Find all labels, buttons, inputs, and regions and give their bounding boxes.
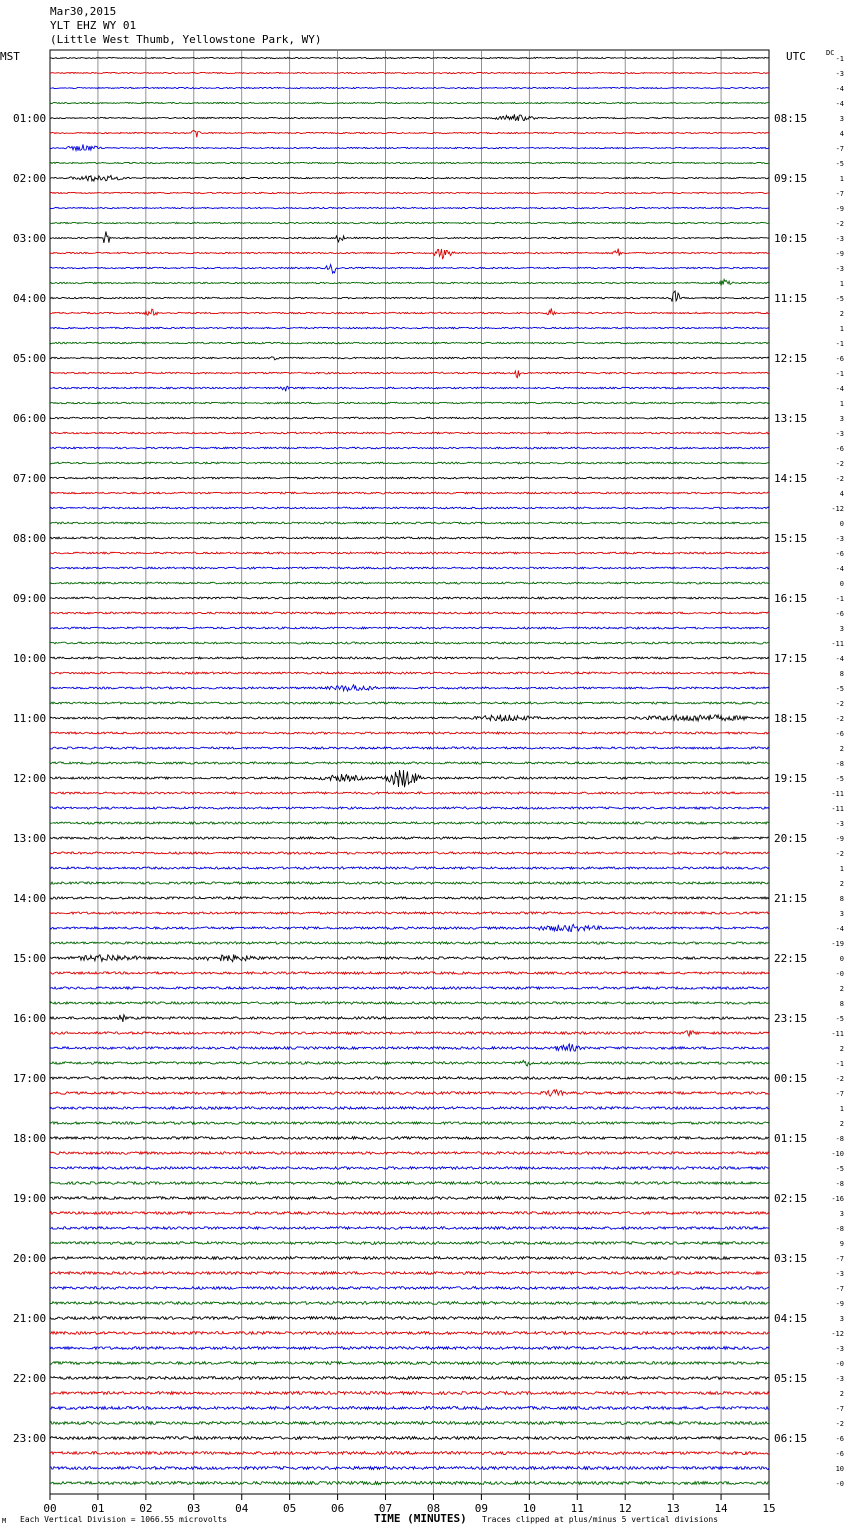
dc-offset-label: -3: [835, 265, 844, 273]
dc-offset-label: -11: [831, 640, 844, 648]
x-tick-label: 01: [91, 1502, 105, 1515]
dc-offset-label: -3: [835, 535, 844, 543]
seismic-trace: [50, 1060, 769, 1066]
mst-hour-label: 03:00: [13, 232, 47, 245]
seismic-trace: [50, 1482, 769, 1485]
footer-mark: M: [2, 1517, 7, 1525]
seismic-trace: [50, 1167, 769, 1170]
seismic-trace: [50, 1197, 769, 1200]
seismic-trace: [50, 552, 769, 554]
seismic-trace: [50, 402, 769, 404]
seismic-trace: [50, 1030, 769, 1036]
seismic-trace: [50, 192, 769, 193]
utc-hour-label: 00:15: [774, 1072, 808, 1085]
dc-offset-label: -2: [835, 715, 844, 723]
dc-offset-label: -3: [835, 235, 844, 243]
seismic-trace: [50, 1227, 769, 1230]
seismic-trace: [50, 1107, 769, 1110]
dc-offset-label: -4: [835, 100, 844, 108]
dc-offset-label: 3: [839, 1210, 844, 1218]
seismic-trace: [50, 447, 769, 449]
utc-hour-label: 22:15: [774, 952, 808, 965]
mst-hour-label: 01:00: [13, 112, 47, 125]
utc-hour-label: 04:15: [774, 1312, 808, 1325]
seismic-trace: [50, 597, 769, 599]
dc-offset-label: -1: [835, 55, 844, 63]
seismic-trace: [50, 114, 769, 121]
dc-offset-label: -12: [831, 1330, 844, 1338]
dc-offset-label: -3: [835, 1270, 844, 1278]
mst-hour-label: 18:00: [13, 1132, 47, 1145]
dc-offset-label: -2: [835, 1075, 844, 1083]
dc-offset-label: 2: [839, 880, 844, 888]
seismic-trace: [50, 130, 769, 137]
seismic-trace: [50, 1452, 769, 1455]
seismic-trace: [50, 1287, 769, 1290]
x-axis-title: TIME (MINUTES): [374, 1512, 467, 1525]
seismic-trace: [50, 207, 769, 208]
seismic-trace: [50, 342, 769, 344]
x-tick-label: 06: [330, 1502, 345, 1515]
dc-offset-label: -7: [835, 190, 844, 198]
mst-hour-label: 06:00: [13, 412, 47, 425]
seismic-trace: [50, 1362, 769, 1365]
seismic-trace: [50, 1302, 769, 1305]
utc-hour-label: 21:15: [774, 892, 808, 905]
dc-offset-label: -11: [831, 790, 844, 798]
dc-offset-label: -9: [835, 205, 844, 213]
seismic-trace: [50, 162, 769, 163]
seismic-trace: [50, 249, 769, 259]
utc-hour-label: 09:15: [774, 172, 808, 185]
dc-offset-label: -6: [835, 355, 844, 363]
utc-hour-label: 19:15: [774, 772, 808, 785]
seismic-trace: [50, 102, 769, 103]
dc-offset-label: 2: [839, 1390, 844, 1398]
utc-hour-label: 03:15: [774, 1252, 808, 1265]
seismic-trace: [50, 867, 769, 869]
x-tick-label: 09: [474, 1502, 489, 1515]
plot-frame: [50, 50, 769, 1494]
seismic-trace: [50, 1212, 769, 1215]
mst-hour-label: 10:00: [13, 652, 47, 665]
seismic-trace: [50, 432, 769, 434]
seismic-trace: [50, 1077, 769, 1079]
mst-hour-label: 02:00: [13, 172, 47, 185]
dc-offset-label: -2: [835, 475, 844, 483]
seismic-trace: [50, 924, 769, 931]
dc-offset-label: 4: [839, 130, 844, 138]
seismic-trace: [50, 386, 769, 391]
dc-offset-label: -4: [835, 385, 844, 393]
utc-hour-label: 18:15: [774, 712, 808, 725]
dc-offset-label: 1: [839, 325, 844, 333]
mst-hour-label: 04:00: [13, 292, 47, 305]
dc-offset-label: 10: [835, 1465, 844, 1473]
mst-hour-label: 14:00: [13, 892, 47, 905]
utc-hour-label: 20:15: [774, 832, 808, 845]
dc-offset-label: 2: [839, 745, 844, 753]
seismic-trace: [50, 942, 769, 944]
dc-offset-label: -4: [835, 655, 844, 663]
seismic-trace: [50, 732, 769, 734]
seismic-trace: [50, 537, 769, 539]
utc-hour-label: 13:15: [774, 412, 808, 425]
dc-offset-label: -3: [835, 430, 844, 438]
dc-offset-label: 0: [839, 955, 844, 963]
utc-hour-label: 06:15: [774, 1432, 808, 1445]
dc-offset-label: 3: [839, 625, 844, 633]
seismic-trace: [50, 897, 769, 899]
right-timezone-label: UTC: [786, 50, 806, 63]
dc-offset-label: -8: [835, 1180, 844, 1188]
dc-offset-label: 1: [839, 400, 844, 408]
seismic-trace: [50, 1347, 769, 1350]
dc-offset-label: -0: [835, 1480, 844, 1488]
x-tick-label: 14: [714, 1502, 728, 1515]
utc-hour-label: 17:15: [774, 652, 808, 665]
dc-offset-label: -5: [835, 1165, 844, 1173]
dc-offset-label: -0: [835, 970, 844, 978]
dc-offset-label: -4: [835, 925, 844, 933]
dc-offset-label: 1: [839, 865, 844, 873]
x-tick-label: 11: [570, 1502, 584, 1515]
mst-hour-label: 16:00: [13, 1012, 47, 1025]
seismic-trace: [50, 72, 769, 73]
dc-offset-label: -2: [835, 220, 844, 228]
mst-hour-label: 17:00: [13, 1072, 47, 1085]
dc-offset-label: -11: [831, 805, 844, 813]
utc-hour-label: 16:15: [774, 592, 808, 605]
dc-offset-label: 3: [839, 910, 844, 918]
seismic-trace: [50, 1407, 769, 1410]
seismic-trace: [50, 57, 769, 58]
mst-hour-label: 11:00: [13, 712, 47, 725]
dc-offset-label: -7: [835, 1285, 844, 1293]
dc-offset-label: -5: [835, 295, 844, 303]
dc-offset-label: 2: [839, 985, 844, 993]
dc-offset-label: -3: [835, 1375, 844, 1383]
seismic-trace: [50, 770, 769, 787]
dc-offset-label: -0: [835, 1360, 844, 1368]
mst-hour-label: 09:00: [13, 592, 47, 605]
dc-offset-label: -4: [835, 565, 844, 573]
station-code: YLT EHZ WY 01: [50, 19, 137, 32]
mst-hour-label: 22:00: [13, 1372, 47, 1385]
seismic-trace: [50, 492, 769, 494]
utc-hour-label: 05:15: [774, 1372, 808, 1385]
dc-offset-label: -7: [835, 145, 844, 153]
x-tick-label: 03: [187, 1502, 201, 1515]
seismic-trace: [50, 1392, 769, 1395]
seismic-trace: [50, 882, 769, 884]
seismic-trace: [50, 657, 769, 659]
utc-hour-label: 08:15: [774, 112, 808, 125]
seismic-trace: [50, 357, 769, 360]
seismic-trace: [50, 308, 769, 315]
utc-hour-label: 01:15: [774, 1132, 808, 1145]
dc-offset-label: -7: [835, 1255, 844, 1263]
seismic-trace: [50, 1377, 769, 1380]
dc-offset-label: -3: [835, 70, 844, 78]
dc-offset-label: -16: [831, 1195, 844, 1203]
dc-offset-label: -4: [835, 85, 844, 93]
dc-offset-label: -6: [835, 1435, 844, 1443]
seismic-trace: [50, 1002, 769, 1004]
seismic-trace: [50, 702, 769, 704]
seismic-trace: [50, 1137, 769, 1140]
dc-offset-label: -5: [835, 160, 844, 168]
dc-offset-header: DC: [826, 49, 835, 57]
seismic-trace: [50, 417, 769, 419]
x-tick-label: 08: [426, 1502, 441, 1515]
utc-hour-label: 14:15: [774, 472, 808, 485]
dc-offset-label: 8: [839, 670, 844, 678]
dc-offset-label: 0: [839, 520, 844, 528]
mst-hour-label: 15:00: [13, 952, 47, 965]
seismic-trace: [50, 837, 769, 839]
seismic-trace: [50, 642, 769, 644]
seismic-trace: [50, 1015, 769, 1022]
dc-offset-label: 3: [839, 415, 844, 423]
dc-offset-label: -8: [835, 1225, 844, 1233]
seismic-trace: [50, 1332, 769, 1335]
seismic-trace: [50, 1272, 769, 1275]
dc-offset-label: -5: [835, 685, 844, 693]
dc-offset-label: 8: [839, 895, 844, 903]
seismic-trace: [50, 232, 769, 243]
dc-offset-label: -7: [835, 1405, 844, 1413]
dc-offset-label: 2: [839, 310, 844, 318]
dc-offset-label: -8: [835, 1135, 844, 1143]
dc-offset-label: -1: [835, 595, 844, 603]
seismic-trace: [50, 582, 769, 584]
seismic-trace: [50, 912, 769, 914]
dc-offset-label: -2: [835, 700, 844, 708]
x-tick-label: 13: [666, 1502, 680, 1515]
seismic-trace: [50, 807, 769, 809]
dc-offset-label: -7: [835, 1090, 844, 1098]
seismic-trace: [50, 1257, 769, 1260]
utc-hour-label: 12:15: [774, 352, 808, 365]
seismic-trace: [50, 291, 769, 302]
mst-hour-label: 23:00: [13, 1432, 47, 1445]
seismic-trace: [50, 144, 769, 150]
seismic-trace: [50, 987, 769, 989]
mst-hour-label: 07:00: [13, 472, 47, 485]
dc-offset-label: 4: [839, 490, 844, 498]
utc-hour-label: 02:15: [774, 1192, 808, 1205]
x-tick-label: 02: [139, 1502, 153, 1515]
dc-offset-label: -6: [835, 445, 844, 453]
seismic-trace: [50, 1437, 769, 1440]
mst-hour-label: 21:00: [13, 1312, 47, 1325]
utc-hour-label: 15:15: [774, 532, 808, 545]
seismic-trace: [50, 955, 769, 962]
dc-offset-label: 9: [839, 1240, 844, 1248]
dc-offset-label: -1: [835, 1060, 844, 1068]
x-tick-label: 05: [283, 1502, 297, 1515]
dc-offset-label: -2: [835, 850, 844, 858]
left-timezone-label: MST: [0, 50, 20, 63]
seismic-trace: [50, 1044, 769, 1052]
seismic-trace: [50, 822, 769, 824]
utc-hour-label: 10:15: [774, 232, 808, 245]
clip-note: Traces clipped at plus/minus 5 vertical divisions: [482, 1515, 719, 1524]
mst-hour-label: 13:00: [13, 832, 47, 845]
x-tick-label: 07: [378, 1502, 393, 1515]
seismic-trace: [50, 1422, 769, 1425]
seismic-trace: [50, 567, 769, 569]
seismic-trace: [50, 477, 769, 479]
seismic-trace: [50, 852, 769, 854]
dc-offset-label: -9: [835, 250, 844, 258]
seismic-trace: [50, 1122, 769, 1125]
dc-offset-label: -6: [835, 550, 844, 558]
seismic-trace: [50, 370, 769, 377]
x-tick-label: 15: [762, 1502, 776, 1515]
scale-note: Each Vertical Division = 1066.55 microvolts: [20, 1515, 228, 1524]
seismic-trace: [50, 612, 769, 614]
seismic-trace: [50, 462, 769, 464]
seismic-trace: [50, 972, 769, 974]
dc-offset-label: -10: [831, 1150, 844, 1158]
mst-hour-label: 19:00: [13, 1192, 47, 1205]
seismic-trace: [50, 792, 769, 794]
dc-offset-label: -6: [835, 730, 844, 738]
seismic-trace: [50, 1317, 769, 1320]
dc-offset-label: -5: [835, 775, 844, 783]
dc-offset-label: -5: [835, 1015, 844, 1023]
seismic-trace: [50, 522, 769, 524]
station-location: (Little West Thumb, Yellowstone Park, WY): [50, 33, 322, 46]
dc-offset-label: -6: [835, 1450, 844, 1458]
seismic-trace: [50, 1090, 769, 1096]
dc-offset-label: 3: [839, 115, 844, 123]
seismic-trace: [50, 176, 769, 182]
dc-offset-label: -9: [835, 1300, 844, 1308]
utc-hour-label: 23:15: [774, 1012, 808, 1025]
seismic-trace: [50, 265, 769, 274]
dc-offset-label: -6: [835, 610, 844, 618]
dc-offset-label: -9: [835, 835, 844, 843]
dc-offset-label: 8: [839, 1000, 844, 1008]
mst-hour-label: 08:00: [13, 532, 47, 545]
seismic-trace: [50, 222, 769, 223]
seismic-trace: [50, 762, 769, 764]
dc-offset-label: -3: [835, 1345, 844, 1353]
dc-offset-label: 3: [839, 1315, 844, 1323]
seismic-trace: [50, 1467, 769, 1470]
seismic-trace: [50, 627, 769, 629]
dc-offset-label: 0: [839, 580, 844, 588]
seismic-trace: [50, 327, 769, 329]
mst-hour-label: 12:00: [13, 772, 47, 785]
seismic-trace: [50, 685, 769, 691]
record-date: Mar30,2015: [50, 5, 117, 18]
seismic-trace: [50, 1152, 769, 1155]
x-tick-label: 10: [522, 1502, 536, 1515]
dc-offset-label: -19: [831, 940, 844, 948]
dc-offset-label: -11: [831, 1030, 844, 1038]
mst-hour-label: 05:00: [13, 352, 47, 365]
dc-offset-label: 2: [839, 1120, 844, 1128]
x-tick-label: 04: [235, 1502, 249, 1515]
seismic-trace: [50, 279, 769, 285]
dc-offset-label: 1: [839, 280, 844, 288]
dc-offset-label: 2: [839, 1045, 844, 1053]
dc-offset-label: -1: [835, 370, 844, 378]
dc-offset-label: 1: [839, 1105, 844, 1113]
dc-offset-label: 1: [839, 175, 844, 183]
seismic-trace: [50, 1242, 769, 1245]
seismic-trace: [50, 1182, 769, 1185]
dc-offset-label: -2: [835, 460, 844, 468]
x-tick-label: 00: [43, 1502, 57, 1515]
utc-hour-label: 11:15: [774, 292, 808, 305]
dc-offset-label: -12: [831, 505, 844, 513]
dc-offset-label: -8: [835, 760, 844, 768]
seismic-trace: [50, 715, 769, 721]
x-tick-label: 12: [618, 1502, 632, 1515]
seismic-trace: [50, 672, 769, 674]
mst-hour-label: 20:00: [13, 1252, 47, 1265]
seismic-trace: [50, 507, 769, 509]
dc-offset-label: -3: [835, 820, 844, 828]
dc-offset-label: -2: [835, 1420, 844, 1428]
seismic-trace: [50, 747, 769, 749]
seismic-trace: [50, 87, 769, 88]
dc-offset-label: -1: [835, 340, 844, 348]
